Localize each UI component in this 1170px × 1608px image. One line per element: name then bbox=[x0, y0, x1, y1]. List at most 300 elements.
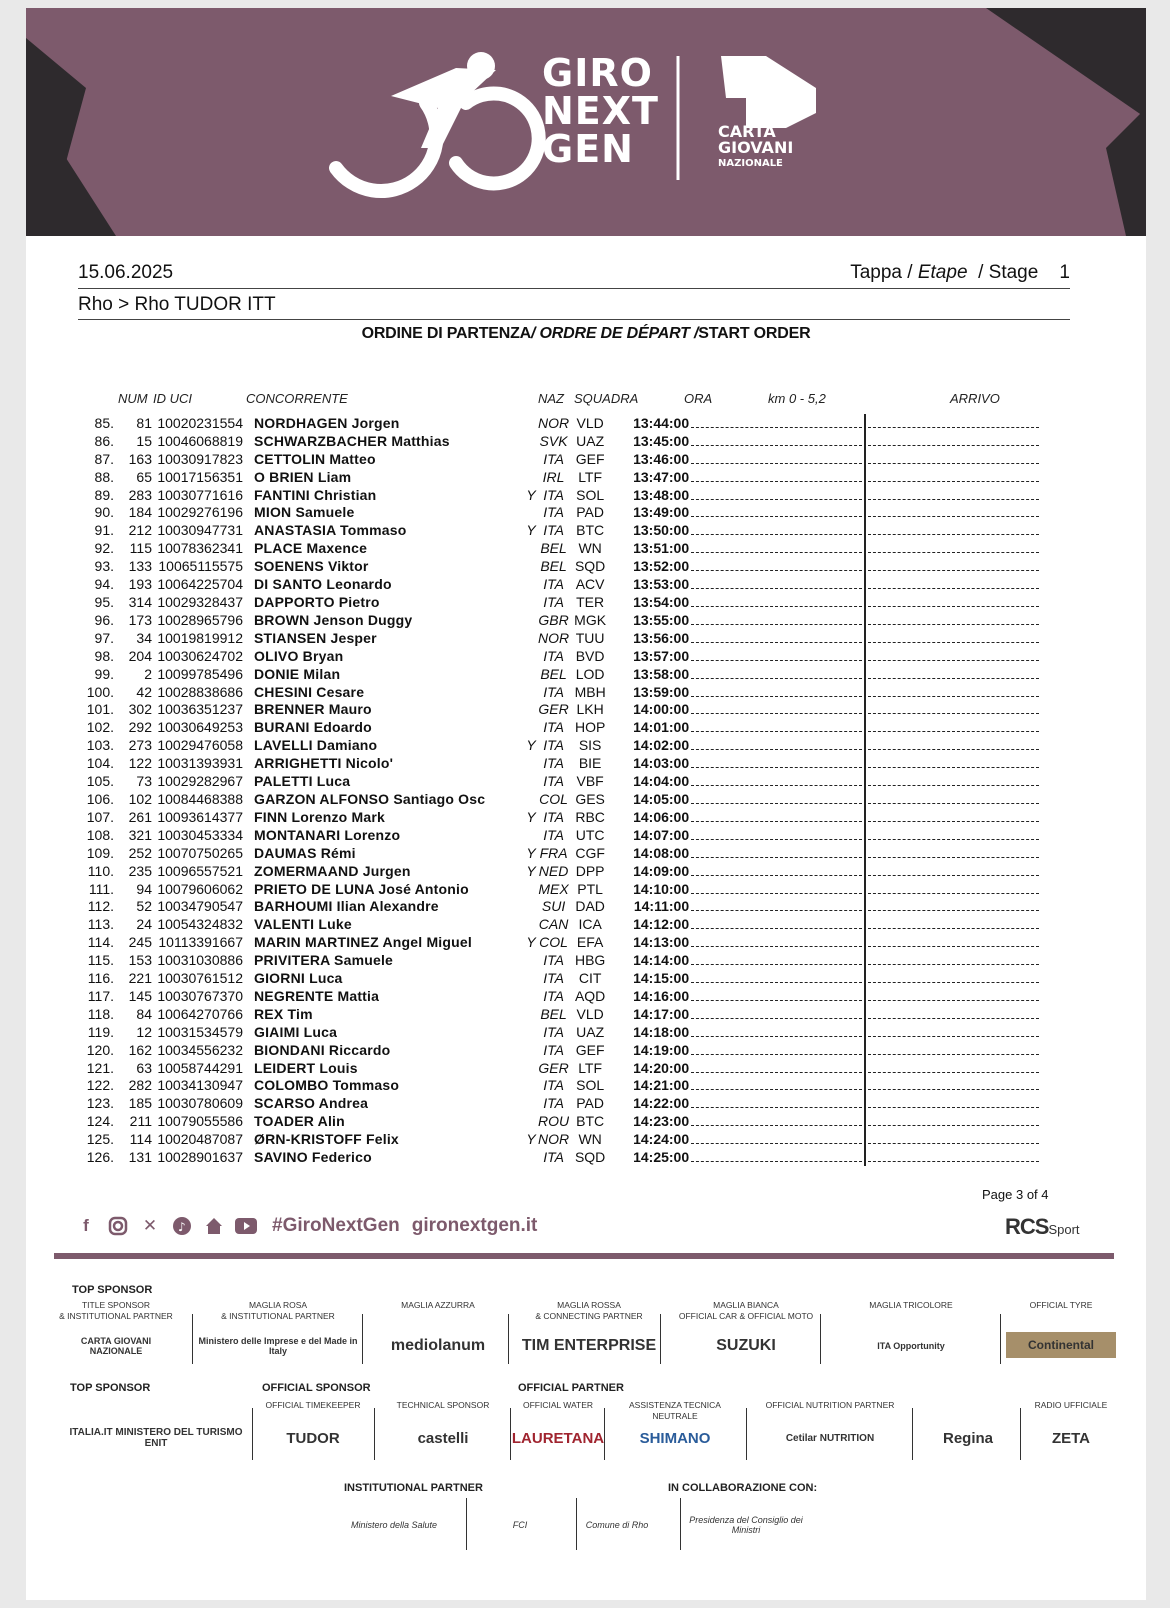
uci-id: 10079055586 bbox=[157, 1113, 243, 1130]
start-time: 13:48:00 bbox=[633, 486, 690, 503]
start-position: 124. bbox=[86, 1113, 114, 1130]
start-position: 104. bbox=[86, 755, 114, 772]
title-it: ORDINE DI PARTENZA bbox=[361, 325, 532, 342]
rider-name: ANASTASIA Tommaso bbox=[254, 522, 407, 539]
young-rider-flag: Y bbox=[526, 522, 536, 539]
dashed-line bbox=[868, 973, 1039, 983]
rider-name: CHESINI Cesare bbox=[254, 683, 365, 700]
start-position: 94. bbox=[94, 576, 114, 593]
nationality: ITA bbox=[543, 647, 564, 664]
checkpoint-blank bbox=[689, 1130, 865, 1148]
dashed-line bbox=[691, 937, 862, 947]
young-rider-flag: Y bbox=[526, 808, 536, 825]
start-position: 120. bbox=[86, 1041, 114, 1058]
dashed-line bbox=[868, 848, 1039, 858]
young-rider-flag bbox=[524, 880, 538, 898]
finish-blank bbox=[865, 1041, 1041, 1059]
rider-name: LAVELLI Damiano bbox=[254, 737, 378, 754]
checkpoint-blank bbox=[689, 1005, 865, 1023]
logo-line: NAZIONALE bbox=[718, 158, 783, 169]
start-position: 85. bbox=[94, 414, 114, 431]
team-code: SIS bbox=[578, 737, 602, 754]
sponsor-separator bbox=[1020, 1408, 1021, 1460]
start-position: 103. bbox=[86, 737, 114, 754]
bib-number: 133 bbox=[128, 558, 152, 575]
finish-blank bbox=[865, 432, 1041, 450]
rider-name: DI SANTO Leonardo bbox=[254, 576, 392, 593]
dashed-line bbox=[868, 579, 1039, 589]
start-time: 14:10:00 bbox=[633, 880, 690, 897]
finish-blank bbox=[865, 414, 1041, 432]
sponsor-logo: Cetilar NUTRITION bbox=[785, 1432, 875, 1444]
uci-id: 10099785496 bbox=[157, 665, 243, 682]
nationality: ITA bbox=[543, 1095, 564, 1112]
sponsor-separator bbox=[1000, 1314, 1001, 1364]
nationality: ITA bbox=[543, 1149, 564, 1166]
young-rider-flag: Y bbox=[526, 486, 536, 503]
bib-number: 235 bbox=[128, 862, 152, 879]
nationality: ITA bbox=[543, 522, 564, 539]
nationality: ITA bbox=[543, 719, 564, 736]
rider-row bbox=[78, 754, 1041, 772]
sponsor-role: OFFICIAL TIMEKEEPER bbox=[265, 1400, 361, 1410]
start-position: 97. bbox=[94, 629, 114, 646]
rider-row bbox=[78, 575, 1041, 593]
bib-number: 314 bbox=[128, 594, 152, 611]
team-code: BIE bbox=[578, 755, 602, 772]
separator: / bbox=[907, 262, 913, 283]
team-code: GEF bbox=[575, 1041, 605, 1058]
checkpoint-blank bbox=[689, 1041, 865, 1059]
start-order-title bbox=[26, 325, 1146, 343]
uci-id: 10030649253 bbox=[157, 719, 243, 736]
start-time: 13:55:00 bbox=[633, 611, 690, 628]
dashed-line bbox=[691, 472, 862, 482]
bib-number: 34 bbox=[136, 629, 152, 646]
start-time: 13:54:00 bbox=[633, 594, 690, 611]
dashed-line bbox=[691, 525, 862, 535]
rider-row bbox=[78, 718, 1041, 736]
dashed-line bbox=[868, 418, 1039, 428]
dashed-line bbox=[868, 615, 1039, 625]
nationality: SVK bbox=[539, 432, 568, 449]
rider-name: CETTOLIN Matteo bbox=[254, 450, 376, 467]
uci-id: 10030780609 bbox=[157, 1095, 243, 1112]
sponsor-logo: Ministero delle Imprese e del Made in Italy bbox=[198, 1336, 358, 1356]
finish-blank bbox=[865, 1130, 1041, 1148]
sponsor-role: RADIO UFFICIALE bbox=[1034, 1400, 1108, 1410]
nationality: NOR bbox=[538, 629, 570, 646]
partner-logo: FCI bbox=[512, 1520, 528, 1530]
rider-row bbox=[78, 504, 1041, 522]
dashed-line bbox=[691, 1027, 862, 1037]
finish-blank bbox=[865, 647, 1041, 665]
home-icon[interactable] bbox=[202, 1214, 226, 1238]
finish-blank bbox=[865, 772, 1041, 790]
separator: / bbox=[694, 325, 699, 342]
young-rider-flag bbox=[524, 969, 538, 987]
start-position: 123. bbox=[86, 1095, 114, 1112]
rider-name: BURANI Edoardo bbox=[254, 719, 372, 736]
bib-number: 211 bbox=[129, 1113, 152, 1130]
rider-row bbox=[78, 1005, 1041, 1023]
dashed-line bbox=[868, 1152, 1039, 1162]
partner-logo: Ministero della Salute bbox=[350, 1520, 438, 1530]
rider-row bbox=[78, 1023, 1041, 1041]
start-position: 109. bbox=[86, 844, 114, 861]
rider-name: FINN Lorenzo Mark bbox=[254, 808, 385, 825]
young-rider-flag bbox=[524, 450, 538, 468]
bib-number: 162 bbox=[128, 1041, 152, 1058]
dashed-line bbox=[868, 1045, 1039, 1055]
rider-row bbox=[78, 987, 1041, 1005]
rider-name: GIAIMI Luca bbox=[254, 1023, 338, 1040]
rider-name: VALENTI Luke bbox=[254, 916, 352, 933]
checkpoint-blank bbox=[689, 701, 865, 719]
uci-id: 10029476058 bbox=[157, 737, 243, 754]
sponsor-separator bbox=[374, 1408, 375, 1460]
dashed-line bbox=[691, 776, 862, 786]
rider-row bbox=[78, 521, 1041, 539]
checkpoint-blank bbox=[689, 844, 865, 862]
dashed-line bbox=[691, 919, 862, 929]
dashed-line bbox=[691, 1080, 862, 1090]
checkpoint-blank bbox=[689, 969, 865, 987]
start-time: 14:03:00 bbox=[633, 755, 690, 772]
team-code: HBG bbox=[574, 952, 606, 969]
uci-id: 10113391667 bbox=[158, 934, 243, 951]
dashed-line bbox=[868, 812, 1039, 822]
finish-blank bbox=[865, 1112, 1041, 1130]
start-position: 102. bbox=[86, 719, 114, 736]
finish-blank bbox=[865, 862, 1041, 880]
uci-id: 10079606062 bbox=[157, 880, 243, 897]
start-position: 119. bbox=[87, 1023, 114, 1040]
sponsor-logo: ZETA bbox=[1051, 1429, 1091, 1447]
team-code: WN bbox=[578, 1131, 602, 1148]
finish-blank bbox=[865, 1023, 1041, 1041]
sponsor-separator bbox=[912, 1408, 913, 1460]
start-position: 110. bbox=[87, 862, 114, 879]
rider-name: SOENENS Viktor bbox=[254, 558, 369, 575]
finish-blank bbox=[865, 486, 1041, 504]
uci-id: 10064270766 bbox=[157, 1005, 243, 1022]
website-link[interactable]: gironextgen.it bbox=[411, 1215, 538, 1236]
rider-name: OLIVO Bryan bbox=[254, 647, 344, 664]
checkpoint-blank bbox=[689, 611, 865, 629]
young-rider-flag bbox=[524, 772, 538, 790]
rider-name: STIANSEN Jesper bbox=[254, 629, 377, 646]
team-code: SOL bbox=[576, 486, 605, 503]
bib-number: 204 bbox=[128, 647, 152, 664]
nationality: NOR bbox=[538, 414, 570, 431]
checkpoint-blank bbox=[689, 521, 865, 539]
rider-row bbox=[78, 1148, 1041, 1166]
start-time: 14:18:00 bbox=[633, 1023, 690, 1040]
divider bbox=[78, 288, 1070, 289]
finish-blank bbox=[865, 754, 1041, 772]
start-position: 101. bbox=[86, 701, 114, 718]
bib-number: 173 bbox=[128, 611, 152, 628]
dashed-line bbox=[868, 543, 1039, 553]
uci-id: 10034556232 bbox=[157, 1041, 243, 1058]
sponsor-logo: Continental bbox=[1006, 1332, 1116, 1358]
dashed-line bbox=[691, 436, 862, 446]
nationality: ITA bbox=[543, 504, 564, 521]
nationality: BEL bbox=[540, 665, 567, 682]
svg-text:♪: ♪ bbox=[178, 1220, 186, 1234]
start-time: 14:12:00 bbox=[633, 916, 690, 933]
team-code: CGF bbox=[575, 844, 605, 861]
rider-row bbox=[78, 1059, 1041, 1077]
rider-row bbox=[78, 862, 1041, 880]
sponsor-role: ASSISTENZA TECNICA NEUTRALE bbox=[629, 1400, 721, 1421]
dashed-line bbox=[691, 615, 862, 625]
bib-number: 63 bbox=[136, 1059, 152, 1076]
start-position: 121. bbox=[86, 1059, 114, 1076]
finish-blank bbox=[865, 593, 1041, 611]
team-code: VLD bbox=[576, 1005, 604, 1022]
uci-id: 10031393931 bbox=[157, 755, 243, 772]
institutional-partner-label: INSTITUTIONAL PARTNER bbox=[344, 1482, 483, 1494]
nationality: SUI bbox=[541, 898, 566, 915]
uci-id: 10030771616 bbox=[157, 486, 243, 503]
rider-name: COLOMBO Tommaso bbox=[254, 1077, 400, 1094]
dashed-line bbox=[868, 454, 1039, 464]
uci-id: 10058744291 bbox=[157, 1059, 243, 1076]
youtube-icon[interactable] bbox=[234, 1214, 258, 1238]
x-icon[interactable]: ✕ bbox=[142, 1216, 158, 1235]
rider-name: SAVINO Federico bbox=[254, 1149, 372, 1166]
bib-number: 145 bbox=[128, 987, 152, 1004]
nationality: ITA bbox=[543, 594, 564, 611]
checkpoint-blank bbox=[689, 468, 865, 486]
dashed-line bbox=[868, 1027, 1039, 1037]
col-time: ORA bbox=[684, 391, 713, 406]
sponsor-logo: castelli bbox=[417, 1429, 469, 1447]
start-time: 14:08:00 bbox=[633, 844, 690, 861]
bib-number: 102 bbox=[128, 790, 152, 807]
uci-id: 10030917823 bbox=[157, 450, 243, 467]
bib-number: 81 bbox=[136, 414, 152, 431]
dashed-line bbox=[691, 955, 862, 965]
dashed-line bbox=[691, 1116, 862, 1126]
uci-id: 10029276196 bbox=[157, 504, 243, 521]
facebook-icon[interactable]: f bbox=[83, 1216, 89, 1235]
checkpoint-blank bbox=[689, 808, 865, 826]
start-time: 14:22:00 bbox=[633, 1095, 690, 1112]
dashed-line bbox=[691, 794, 862, 804]
start-position: 99. bbox=[94, 665, 114, 682]
start-time: 14:23:00 bbox=[633, 1113, 690, 1130]
nationality: COL bbox=[539, 790, 568, 807]
start-time: 13:51:00 bbox=[633, 540, 690, 557]
checkpoint-blank bbox=[689, 736, 865, 754]
checkpoint-blank bbox=[689, 933, 865, 951]
dashed-line bbox=[868, 651, 1039, 661]
rider-row bbox=[78, 611, 1041, 629]
col-id-uci: ID UCI bbox=[153, 391, 192, 406]
team-code: UAZ bbox=[576, 1023, 605, 1040]
divider bbox=[78, 319, 1070, 320]
start-time: 14:07:00 bbox=[633, 826, 690, 843]
finish-blank bbox=[865, 521, 1041, 539]
uci-id: 10064225704 bbox=[157, 576, 243, 593]
dashed-line bbox=[691, 884, 862, 894]
route-title: Rho > Rho TUDOR ITT bbox=[78, 294, 276, 315]
rider-name: O BRIEN Liam bbox=[254, 468, 352, 485]
rider-row bbox=[78, 629, 1041, 647]
tiktok-icon[interactable] bbox=[170, 1214, 194, 1238]
separator: / bbox=[531, 325, 536, 342]
start-position: 125. bbox=[86, 1131, 114, 1148]
rider-row bbox=[78, 951, 1041, 969]
bib-number: 273 bbox=[128, 737, 152, 754]
rider-row bbox=[78, 1041, 1041, 1059]
dashed-line bbox=[868, 490, 1039, 500]
start-position: 95. bbox=[94, 594, 114, 611]
start-time: 14:15:00 bbox=[633, 970, 690, 987]
checkpoint-blank bbox=[689, 1148, 865, 1166]
young-rider-flag bbox=[524, 987, 538, 1005]
uci-id: 10030947731 bbox=[157, 522, 243, 539]
young-rider-flag: Y bbox=[526, 1131, 536, 1148]
start-time: 14:20:00 bbox=[633, 1059, 690, 1076]
checkpoint-blank bbox=[689, 790, 865, 808]
checkpoint-blank bbox=[689, 1112, 865, 1130]
giro-next-gen-logo bbox=[542, 51, 659, 171]
dashed-line bbox=[868, 991, 1039, 1001]
start-time: 14:02:00 bbox=[633, 737, 690, 754]
uci-id: 10031030886 bbox=[157, 952, 243, 969]
finish-blank bbox=[865, 557, 1041, 575]
title-fr: ORDRE DE DÉPART bbox=[539, 325, 690, 342]
nationality: BEL bbox=[540, 558, 567, 575]
bib-number: 282 bbox=[128, 1077, 152, 1094]
rider-name: ARRIGHETTI Nicolo' bbox=[254, 755, 394, 772]
start-time: 14:04:00 bbox=[633, 773, 690, 790]
checkpoint-blank bbox=[689, 1077, 865, 1095]
dashed-line bbox=[868, 633, 1039, 643]
dashed-line bbox=[868, 1134, 1039, 1144]
logo-line: GIOVANI bbox=[718, 138, 794, 157]
team-code: MGK bbox=[574, 611, 607, 628]
dashed-line bbox=[691, 669, 862, 679]
dashed-line bbox=[691, 579, 862, 589]
finish-blank bbox=[865, 880, 1041, 898]
uci-id: 10084468388 bbox=[157, 790, 243, 807]
sponsor-separator bbox=[746, 1408, 747, 1460]
start-time: 13:57:00 bbox=[633, 647, 690, 664]
uci-id: 10017156351 bbox=[157, 468, 243, 485]
team-code: GEF bbox=[575, 450, 605, 467]
col-rider: CONCORRENTE bbox=[246, 391, 348, 406]
sponsor-separator bbox=[252, 1408, 253, 1460]
checkpoint-blank bbox=[689, 880, 865, 898]
instagram-icon[interactable] bbox=[106, 1214, 130, 1238]
rider-name: DAPPORTO Pietro bbox=[254, 594, 380, 611]
finish-blank bbox=[865, 575, 1041, 593]
young-rider-flag bbox=[524, 665, 538, 683]
col-num: NUM bbox=[118, 391, 148, 406]
stage-word-it: Tappa bbox=[850, 262, 903, 283]
finish-blank bbox=[865, 468, 1041, 486]
start-position: 116. bbox=[87, 970, 114, 987]
finish-blank bbox=[865, 611, 1041, 629]
start-time: 14:25:00 bbox=[633, 1149, 690, 1166]
dashed-line bbox=[868, 776, 1039, 786]
start-position: 115. bbox=[87, 952, 114, 969]
dashed-line bbox=[691, 1134, 862, 1144]
sponsor-separator bbox=[508, 1314, 509, 1364]
sponsor-logo: TUDOR bbox=[286, 1429, 340, 1447]
start-time: 14:19:00 bbox=[633, 1041, 690, 1058]
start-time: 13:50:00 bbox=[633, 522, 690, 539]
bib-number: 94 bbox=[136, 880, 152, 897]
dashed-line bbox=[868, 794, 1039, 804]
team-code: GES bbox=[575, 790, 605, 807]
dashed-line bbox=[691, 830, 862, 840]
dashed-line bbox=[868, 740, 1039, 750]
team-code: DPP bbox=[575, 862, 605, 879]
checkpoint-blank bbox=[689, 1059, 865, 1077]
team-code: SQD bbox=[574, 1149, 606, 1166]
rider-name: ZOMERMAAND Jurgen bbox=[254, 862, 411, 879]
uci-id: 10034130947 bbox=[157, 1077, 243, 1094]
bib-number: 24 bbox=[136, 916, 152, 933]
young-rider-flag bbox=[524, 951, 538, 969]
dashed-line bbox=[691, 812, 862, 822]
checkpoint-blank bbox=[689, 862, 865, 880]
checkpoint-blank bbox=[689, 450, 865, 468]
nationality: ITA bbox=[543, 773, 564, 790]
rider-name: PRIVITERA Samuele bbox=[254, 952, 394, 969]
start-time: 13:53:00 bbox=[633, 576, 690, 593]
dashed-line bbox=[691, 490, 862, 500]
nationality: ITA bbox=[543, 576, 564, 593]
sponsor-logo: Regina bbox=[942, 1429, 993, 1447]
uci-id: 10096557521 bbox=[157, 862, 243, 879]
uci-id: 10054324832 bbox=[157, 916, 243, 933]
dashed-line bbox=[868, 830, 1039, 840]
bib-number: 283 bbox=[128, 486, 152, 503]
start-position: 112. bbox=[87, 898, 114, 915]
dashed-line bbox=[868, 561, 1039, 571]
dashed-line bbox=[868, 722, 1039, 732]
checkpoint-blank bbox=[689, 432, 865, 450]
rider-name: BRENNER Mauro bbox=[254, 701, 372, 718]
finish-blank bbox=[865, 969, 1041, 987]
nationality: ITA bbox=[543, 952, 564, 969]
bib-number: 15 bbox=[136, 432, 152, 449]
rider-name: MONTANARI Lorenzo bbox=[254, 826, 401, 843]
dashed-line bbox=[868, 436, 1039, 446]
sponsor-role: TITLE SPONSOR & INSTITUTIONAL PARTNER bbox=[59, 1300, 173, 1321]
nationality: ITA bbox=[543, 450, 564, 467]
dashed-line bbox=[868, 669, 1039, 679]
top-sponsor-label: TOP SPONSOR bbox=[72, 1284, 153, 1296]
sponsor-logo: ITA Opportunity bbox=[877, 1341, 945, 1351]
rcs-sub: Sport bbox=[1048, 1222, 1080, 1237]
rider-name: SCHWARZBACHER Matthias bbox=[254, 432, 450, 449]
partner-separator bbox=[576, 1498, 577, 1550]
start-position: 107. bbox=[86, 808, 114, 825]
team-code: ICA bbox=[578, 916, 602, 933]
race-date: 15.06.2025 bbox=[78, 262, 174, 283]
uci-id: 10046068819 bbox=[157, 432, 243, 449]
start-position: 111. bbox=[88, 880, 114, 897]
finish-blank bbox=[865, 933, 1041, 951]
